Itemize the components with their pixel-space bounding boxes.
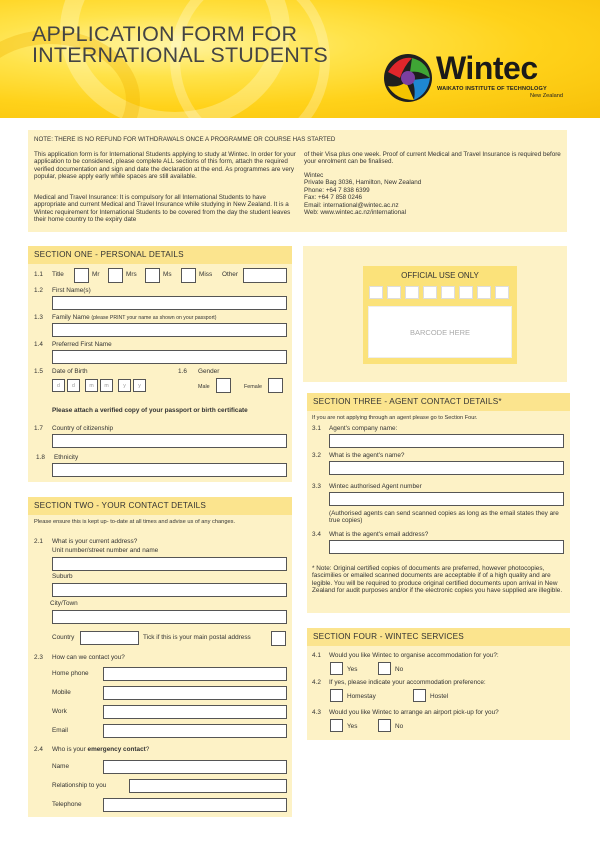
no-label: No [395, 723, 404, 730]
email-input[interactable] [103, 724, 287, 738]
intro-paragraph-2: Medical and Travel Insurance: It is compulsory for all International Students to have appropriate and current Medical and Travel Insurance while studying in New Zealand. It is a Wintec requirement for International Students to be covered from the day the student leaves their home country to the expiry date [34, 194, 291, 224]
title-other-input[interactable] [243, 268, 287, 283]
yes-label: Yes [347, 666, 358, 673]
emergency-name-input[interactable] [103, 760, 287, 774]
family-name-input[interactable] [52, 323, 287, 337]
relationship-label: Relationship to you [52, 782, 107, 789]
logo-country: New Zealand [530, 93, 563, 99]
intro-panel [28, 130, 567, 232]
agent-email-input[interactable] [329, 540, 564, 554]
mr-label: Mr [92, 271, 100, 278]
postal-address-checkbox[interactable] [271, 631, 286, 646]
title-ms-checkbox[interactable] [145, 268, 160, 283]
intro-paragraph-3: of their Visa plus one week. Proof of current Medical and Travel Insurance is required before your enrolment can be finalised. [304, 151, 561, 166]
city-label: City/Town [50, 600, 78, 607]
wintec-logo-icon [382, 52, 436, 104]
city-input[interactable] [52, 610, 287, 624]
section-two-panel [28, 497, 292, 817]
item-number: 3.3 [312, 483, 321, 490]
homestay-checkbox[interactable] [330, 689, 343, 702]
emergency-telephone-input[interactable] [103, 798, 287, 812]
contact-line: Phone: +64 7 838 6399 [304, 186, 370, 194]
agent-company-input[interactable] [329, 434, 564, 448]
official-code-box [369, 286, 383, 299]
accommodation-preference-question: If yes, please indicate your accommodation preference: [329, 679, 486, 686]
gender-label: Gender [198, 368, 220, 375]
item-number: 2.1 [34, 538, 43, 545]
item-number: 3.2 [312, 452, 321, 459]
header-banner [0, 0, 600, 118]
agent-number-input[interactable] [329, 492, 564, 506]
no-label: No [395, 666, 404, 673]
documents-footnote: * Note: Original certified copies of documents are preferred, however photocopies, fascimilies or emailed scanned documents are acceptable if of a high quality and are legible. You will be required to produce original certified documents upon arrival in New Zealand for audit purposes and/or if the electronic copies you have supplied are illegible. [312, 565, 563, 595]
female-label: Female [244, 384, 262, 390]
family-name-note: (please PRINT your name as shown on your passport) [91, 315, 217, 321]
family-name-label [52, 314, 216, 322]
section-two-title: SECTION TWO - YOUR CONTACT DETAILS [28, 497, 292, 515]
dob-year-2[interactable]: y [133, 379, 146, 392]
item-number: 1.5 [34, 368, 43, 375]
item-number: 1.6 [178, 368, 187, 375]
other-label: Other [222, 271, 238, 278]
item-number: 1.2 [34, 287, 43, 294]
dob-month-1[interactable]: m [85, 379, 98, 392]
contact-block [304, 172, 562, 216]
official-code-box [387, 286, 401, 299]
mobile-input[interactable] [103, 686, 287, 700]
agent-company-label: Agent's company name: [329, 425, 398, 432]
citizenship-label: Country of citizenship [52, 425, 114, 432]
accommodation-no-checkbox[interactable] [378, 662, 391, 675]
item-number: 1.3 [34, 314, 43, 321]
agent-email-label: What is the agent's email address? [329, 531, 429, 538]
title-miss-checkbox[interactable] [181, 268, 196, 283]
official-code-box [405, 286, 419, 299]
street-label: Unit number/street number and name [52, 547, 159, 554]
contact-update-note: Please ensure this is kept up- to-date at all times and advise us of any changes. [34, 519, 236, 525]
preferred-name-label: Preferred First Name [52, 341, 112, 348]
agent-name-input[interactable] [329, 461, 564, 475]
official-code-box [441, 286, 455, 299]
item-number: 1.4 [34, 341, 43, 348]
contact-web: Web: www.wintec.ac.nz/international [304, 209, 407, 217]
contact-line: Private Bag 3036, Hamilton, New Zealand [304, 179, 422, 187]
agent-skip-note: If you are not applying through an agent please go to Section Four. [312, 415, 478, 421]
relationship-input[interactable] [129, 779, 287, 793]
country-input[interactable] [80, 631, 139, 645]
emergency-telephone-label: Telephone [52, 801, 82, 808]
page-title [32, 24, 328, 66]
official-code-boxes [369, 286, 512, 300]
country-label: Country [52, 634, 75, 641]
item-number: 3.1 [312, 425, 321, 432]
title-mrs-checkbox[interactable] [108, 268, 123, 283]
scan-note: (Authorised agents can send scanned copies as long as the email states they are true copies) [329, 510, 559, 525]
section-one-title: SECTION ONE - PERSONAL DETAILS [28, 246, 292, 264]
item-number: 1.7 [34, 425, 43, 432]
suburb-label: Suburb [52, 573, 73, 580]
work-label: Work [52, 708, 67, 715]
mobile-label: Mobile [52, 689, 71, 696]
contact-question: How can we contact you? [52, 654, 125, 661]
official-code-box [459, 286, 473, 299]
emergency-q-bold: emergency contact [87, 746, 146, 753]
official-code-box [477, 286, 491, 299]
intro-paragraph-1: This application form is for International Students applying to study at Wintec. In order for your application to be considered, please complete ALL sections of this form, attach the required verified documentation and sign and date the declaration at the end. As programmes are very popular, please apply early while spaces are still available. [34, 151, 296, 181]
family-name-text: Family Name [52, 314, 90, 321]
section-four-panel [307, 628, 570, 740]
dob-year-1[interactable]: y [118, 379, 131, 392]
title-line-1: APPLICATION FORM FOR [32, 22, 298, 46]
emergency-q-post: ? [145, 746, 150, 753]
miss-label: Miss [199, 271, 213, 278]
contact-line: Wintec [304, 172, 324, 179]
section-three-title: SECTION THREE - AGENT CONTACT DETAILS* [307, 393, 570, 411]
hostel-checkbox[interactable] [413, 689, 426, 702]
citizenship-input[interactable] [52, 434, 287, 448]
dob-day-2[interactable]: d [67, 379, 80, 392]
dob-label: Date of Birth [52, 368, 88, 375]
title-line-2: INTERNATIONAL STUDENTS [32, 43, 328, 67]
item-number: 4.3 [312, 709, 321, 716]
first-name-label: First Name(s) [52, 287, 91, 294]
address-question: What is your current address? [52, 538, 138, 545]
wintec-logo-text: Wintec [436, 50, 538, 86]
item-number: 1.1 [34, 271, 43, 278]
home-phone-input[interactable] [103, 667, 287, 681]
dob-day-1[interactable]: d [52, 379, 65, 392]
home-phone-label: Home phone [52, 670, 89, 677]
mrs-label: Mrs [126, 271, 137, 278]
accommodation-question: Would you like Wintec to organise accommodation for you?: [329, 652, 499, 659]
refund-notice: NOTE: THERE IS NO REFUND FOR WITHDRAWALS ONCE A PROGRAMME OR COURSE HAS STARTED [34, 136, 336, 143]
official-use-panel [303, 246, 567, 382]
title-mr-checkbox[interactable] [74, 268, 89, 283]
title-label: Title [52, 271, 64, 278]
hostel-label: Hostel [430, 693, 449, 700]
homestay-label: Homestay [347, 693, 376, 700]
pickup-yes-checkbox[interactable] [330, 719, 343, 732]
contact-line: Fax: +64 7 858 0246 [304, 194, 362, 202]
pickup-question: Would you like Wintec to arrange an airport pick-up for you? [329, 709, 499, 716]
ms-label: Ms [163, 271, 172, 278]
logo-subtitle: WAIKATO INSTITUTE OF TECHNOLOGY [437, 86, 547, 92]
passport-note: Please attach a verified copy of your passport or birth certificate [52, 407, 248, 414]
postal-tick-label: Tick if this is your main postal address [143, 634, 251, 641]
item-number: 4.1 [312, 652, 321, 659]
item-number: 4.2 [312, 679, 321, 686]
ethnicity-label: Ethnicity [54, 454, 79, 461]
emergency-name-label: Name [52, 763, 70, 770]
yes-label: Yes [347, 723, 358, 730]
official-code-box [495, 286, 509, 299]
section-three-panel [307, 393, 570, 613]
work-input[interactable] [103, 705, 287, 719]
email-label: Email [52, 727, 68, 734]
item-number: 3.4 [312, 531, 321, 538]
gender-male-checkbox[interactable] [216, 378, 231, 393]
first-name-input[interactable] [52, 296, 287, 310]
accommodation-yes-checkbox[interactable] [330, 662, 343, 675]
contact-email: Email: international@wintec.ac.nz [304, 201, 399, 209]
item-number: 1.8 [36, 454, 45, 461]
emergency-q-pre: Who is your [52, 746, 88, 753]
gender-female-checkbox[interactable] [268, 378, 283, 393]
street-input[interactable] [52, 557, 287, 571]
barcode-area: BARCODE HERE [368, 306, 512, 358]
section-one-panel [28, 246, 292, 482]
item-number: 2.4 [34, 746, 43, 753]
official-code-box [423, 286, 437, 299]
item-number: 2.3 [34, 654, 43, 661]
agent-name-label: What is the agent's name? [329, 452, 405, 459]
agent-number-label: Wintec authorised Agent number [329, 483, 422, 490]
official-use-box [363, 266, 517, 364]
ethnicity-input[interactable] [52, 463, 287, 477]
official-use-title: OFFICIAL USE ONLY [401, 271, 479, 280]
dob-month-2[interactable]: m [100, 379, 113, 392]
male-label: Male [198, 384, 210, 390]
suburb-input[interactable] [52, 583, 287, 597]
preferred-name-input[interactable] [52, 350, 287, 364]
section-four-title: SECTION FOUR - WINTEC SERVICES [307, 628, 570, 646]
emergency-question [52, 746, 149, 754]
pickup-no-checkbox[interactable] [378, 719, 391, 732]
